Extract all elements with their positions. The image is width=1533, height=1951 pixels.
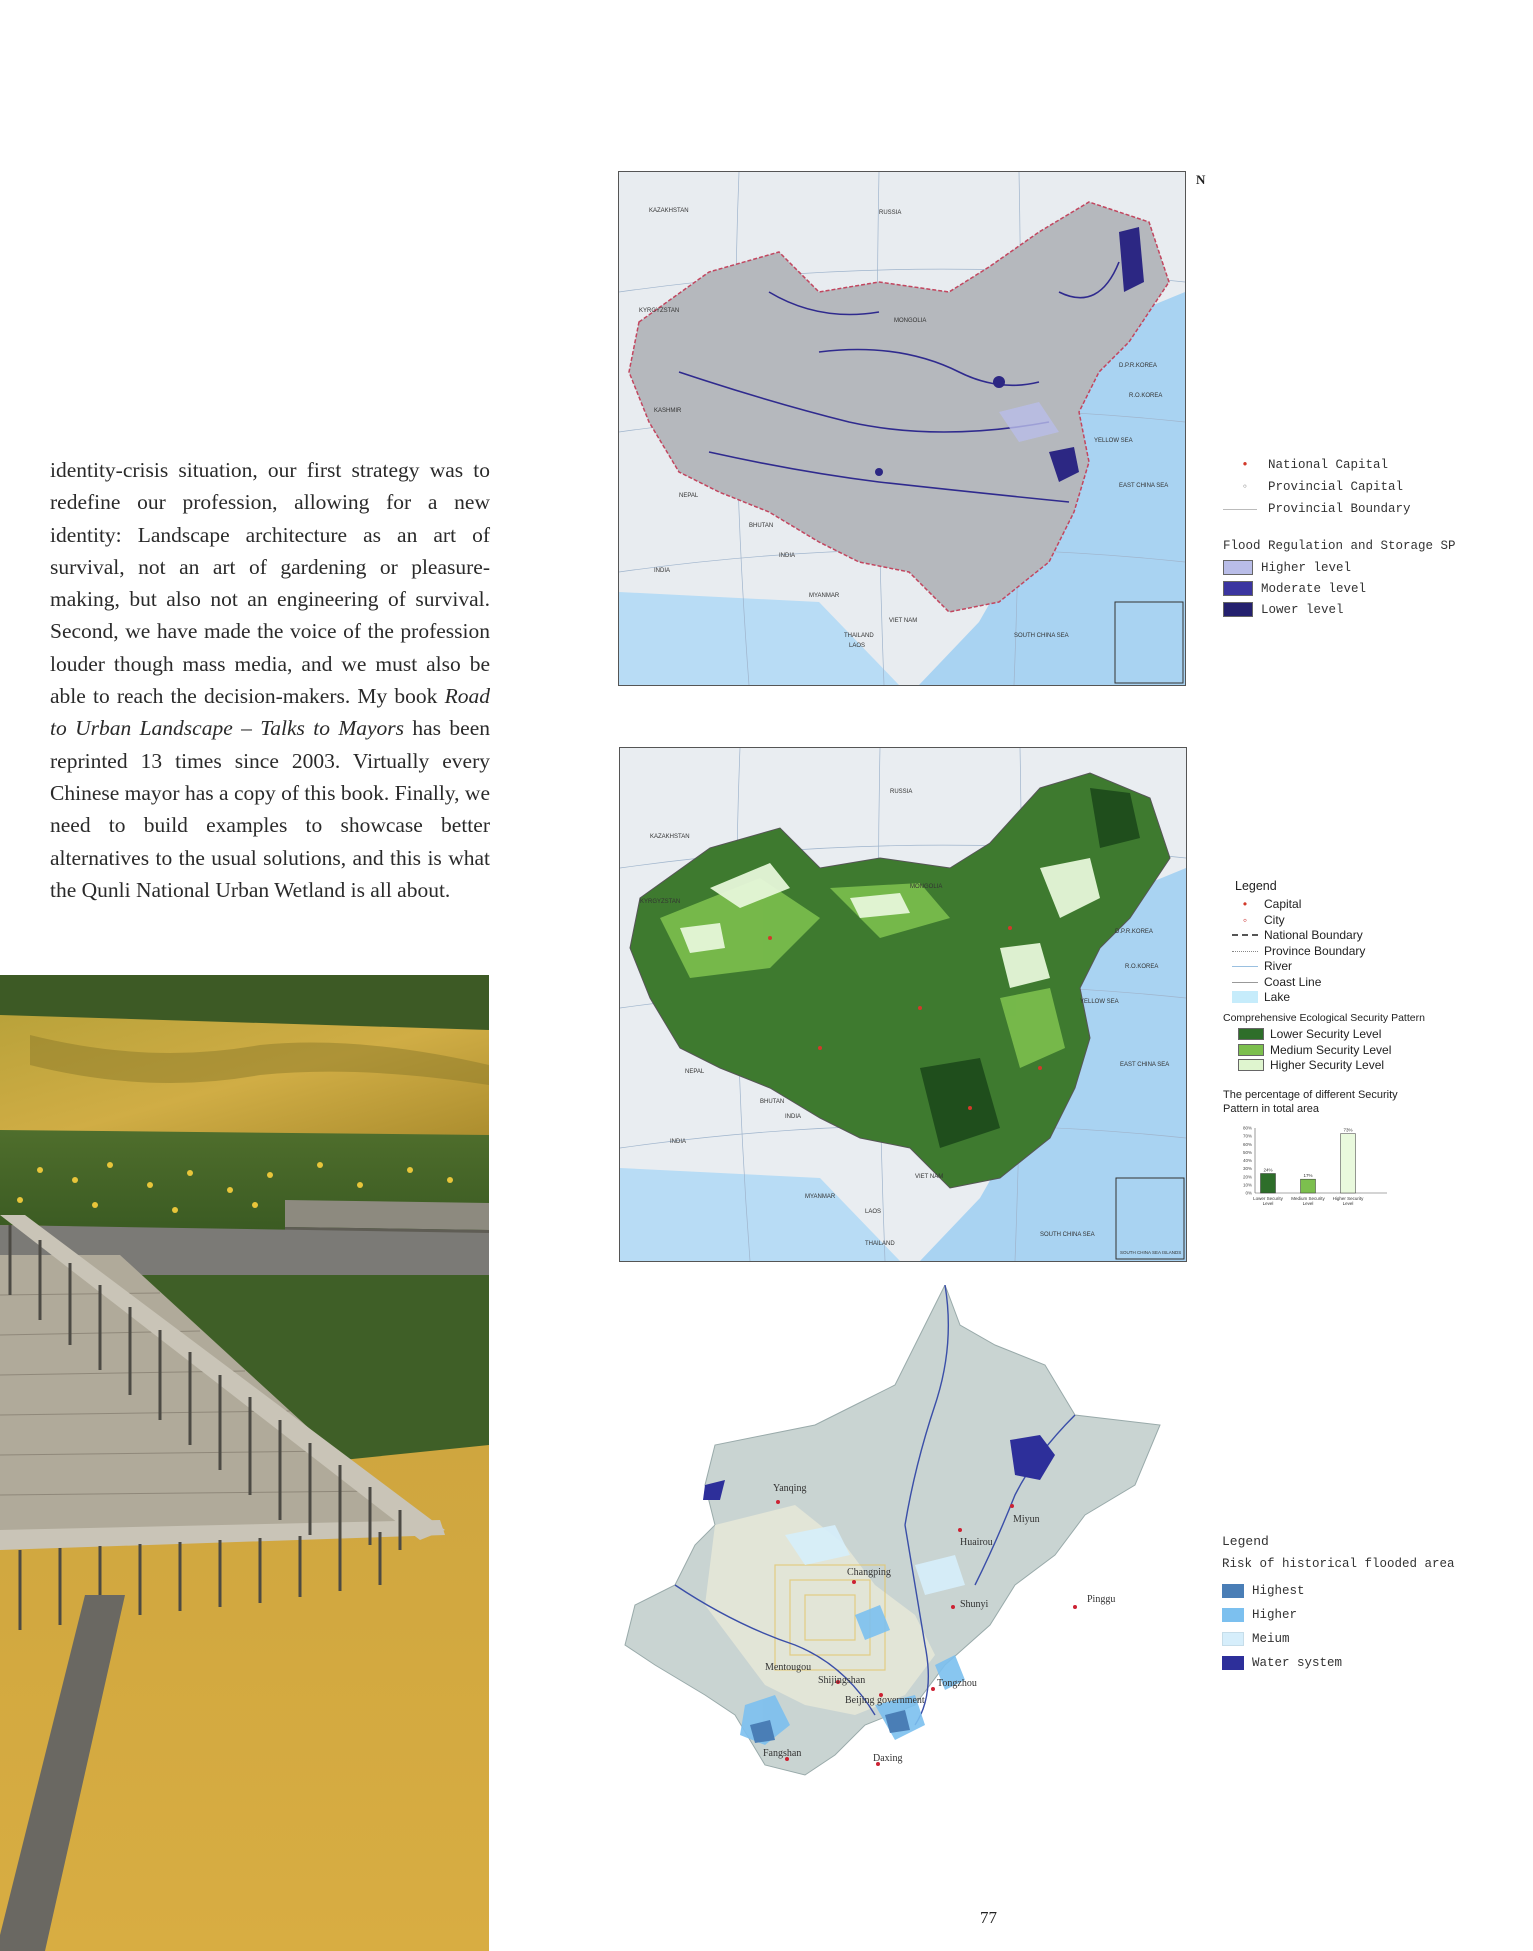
- swatch-water-system: [1222, 1656, 1244, 1670]
- y-tick-label: 0%: [1245, 1190, 1252, 1196]
- svg-text:KAZAKHSTAN: KAZAKHSTAN: [650, 834, 690, 840]
- svg-text:YELLOW SEA: YELLOW SEA: [1080, 999, 1119, 1005]
- bar-value-label: 73%: [1343, 1127, 1353, 1133]
- ecology-legend-title: Legend: [1235, 879, 1277, 893]
- place-label: Changping: [847, 1567, 891, 1578]
- svg-text:NEPAL: NEPAL: [685, 1069, 705, 1075]
- category-label: Level: [1262, 1201, 1274, 1206]
- place-label: Yanqing: [773, 1483, 807, 1494]
- svg-text:INDIA: INDIA: [670, 1139, 687, 1145]
- river-line-icon: [1232, 966, 1258, 967]
- svg-text:RUSSIA: RUSSIA: [879, 210, 902, 216]
- svg-text:RUSSIA: RUSSIA: [890, 789, 913, 795]
- security-chart-title: The percentage of different Security Pattern in total area: [1223, 1089, 1398, 1115]
- svg-text:VIET NAM: VIET NAM: [915, 1174, 944, 1180]
- svg-text:LAOS: LAOS: [865, 1209, 882, 1215]
- place-label: Tongzhou: [937, 1678, 977, 1689]
- place-label: Miyun: [1013, 1514, 1040, 1525]
- svg-text:EAST CHINA SEA: EAST CHINA SEA: [1120, 1062, 1170, 1068]
- ecology-pattern-title: Comprehensive Ecological Security Pattern: [1223, 1012, 1425, 1024]
- swatch-moderate: [1223, 581, 1253, 596]
- legend-national-boundary: National Boundary: [1232, 928, 1363, 942]
- legend-higher: Higher: [1222, 1608, 1297, 1622]
- legend-higher-level: Higher level: [1223, 560, 1351, 575]
- wetland-boardwalk-image: [0, 975, 489, 1951]
- svg-text:YELLOW SEA: YELLOW SEA: [1094, 438, 1133, 444]
- y-tick-label: 60%: [1242, 1141, 1252, 1147]
- boundary-line-icon: [1223, 509, 1257, 510]
- capital-dot-icon: •: [1242, 897, 1248, 911]
- svg-text:D.P.R.KOREA: D.P.R.KOREA: [1115, 929, 1153, 935]
- place-label: Shunyi: [960, 1599, 989, 1610]
- svg-text:MONGOLIA: MONGOLIA: [910, 884, 943, 890]
- coast-line-icon: [1232, 982, 1258, 983]
- svg-text:R.O.KOREA: R.O.KOREA: [1125, 964, 1159, 970]
- category-label: Lower Security: [1253, 1196, 1283, 1201]
- legend-lake: Lake: [1232, 990, 1290, 1004]
- y-tick-label: 30%: [1242, 1166, 1252, 1172]
- svg-text:SOUTH CHINA SEA: SOUTH CHINA SEA: [1040, 1232, 1095, 1238]
- swatch-highest: [1222, 1584, 1244, 1598]
- svg-text:MYANMAR: MYANMAR: [805, 1194, 836, 1200]
- legend-highest: Highest: [1222, 1584, 1305, 1598]
- place-label: Daxing: [873, 1753, 903, 1764]
- bar-value-label: 17%: [1303, 1173, 1313, 1179]
- legend-river: River: [1232, 959, 1292, 973]
- svg-text:INDIA: INDIA: [785, 1114, 802, 1120]
- bar: [1341, 1134, 1356, 1193]
- svg-text:INDIA: INDIA: [654, 568, 671, 574]
- north-arrow-label: N: [1196, 172, 1206, 187]
- bar-value-label: 24%: [1263, 1167, 1273, 1173]
- wetland-photo: [0, 975, 489, 1951]
- place-label: Shijingshan: [818, 1675, 866, 1686]
- legend-lower-level: Lower level: [1223, 602, 1344, 617]
- place-label: Beijing government: [845, 1695, 925, 1706]
- swatch-higher-risk: [1222, 1608, 1244, 1622]
- lake-swatch: [1232, 991, 1258, 1003]
- legend-medium-security: Medium Security Level: [1238, 1043, 1391, 1057]
- swatch-higher-security: [1238, 1059, 1264, 1071]
- y-tick-label: 80%: [1242, 1125, 1252, 1131]
- flood-legend-title: Flood Regulation and Storage SP: [1223, 539, 1456, 553]
- swatch-lower-security: [1238, 1028, 1264, 1040]
- place-label: Huairou: [960, 1537, 993, 1548]
- svg-text:KYRGYZSTAN: KYRGYZSTAN: [640, 899, 681, 905]
- flood-regulation-map: [618, 171, 1186, 686]
- svg-text:NEPAL: NEPAL: [679, 493, 699, 499]
- legend-national-capital: • National Capital: [1230, 458, 1388, 472]
- china-flood-map-graphic: [619, 172, 1185, 685]
- beijing-map-graphic: [615, 1285, 1190, 1855]
- swatch-lower: [1223, 602, 1253, 617]
- china-ecology-map-graphic: [620, 748, 1186, 1261]
- svg-text:KASHMIR: KASHMIR: [654, 408, 682, 414]
- svg-text:BHUTAN: BHUTAN: [749, 523, 774, 529]
- security-percentage-chart: [1225, 1120, 1425, 1210]
- legend-moderate-level: Moderate level: [1223, 581, 1366, 596]
- legend-higher-security: Higher Security Level: [1238, 1058, 1384, 1072]
- svg-text:THAILAND: THAILAND: [865, 1241, 895, 1247]
- svg-text:INDIA: INDIA: [779, 553, 796, 559]
- swatch-medium-risk: [1222, 1632, 1244, 1646]
- book-title: Road to Urban Landscape – Talks to Mayors: [50, 684, 490, 741]
- legend-water-system: Water system: [1222, 1656, 1342, 1670]
- small-dot-icon: ◦: [1241, 480, 1249, 494]
- svg-text:SOUTH CHINA SEA: SOUTH CHINA SEA: [1014, 633, 1069, 639]
- svg-text:BHUTAN: BHUTAN: [760, 1099, 785, 1105]
- red-dot-icon: •: [1241, 458, 1249, 472]
- svg-text:LAOS: LAOS: [849, 643, 866, 649]
- y-tick-label: 50%: [1242, 1149, 1252, 1155]
- province-boundary-line-icon: [1232, 951, 1258, 952]
- place-label: Mentougou: [765, 1662, 812, 1673]
- svg-text:THAILAND: THAILAND: [844, 633, 874, 639]
- body-paragraph: [50, 454, 490, 906]
- legend-provincial-boundary: Provincial Boundary: [1223, 502, 1411, 516]
- y-tick-label: 70%: [1242, 1133, 1252, 1139]
- beijing-flood-risk-map: [615, 1285, 1190, 1855]
- svg-text:D.P.R.KOREA: D.P.R.KOREA: [1119, 363, 1157, 369]
- category-label: Medium Security: [1291, 1196, 1325, 1201]
- category-label: Level: [1302, 1201, 1314, 1206]
- svg-text:SOUTH CHINA SEA ISLANDS: SOUTH CHINA SEA ISLANDS: [1120, 1250, 1182, 1255]
- swatch-higher: [1223, 560, 1253, 575]
- ecological-security-map: [619, 747, 1187, 1262]
- svg-text:VIET NAM: VIET NAM: [889, 618, 918, 624]
- svg-text:MYANMAR: MYANMAR: [809, 593, 840, 599]
- body-text-part-1: identity-crisis situation, our first strategy was to redefine our profession, allowing for a new identity: Landscape architecture as an art of survival, not an art of gardening or pleasure-making, but also not an engineering of survival. Second, we have made the voice of the profession louder though mass media, and we must also be able to reach the decision-makers. My book: [50, 458, 490, 709]
- swatch-medium-security: [1238, 1044, 1264, 1056]
- place-label: Fangshan: [763, 1748, 802, 1759]
- page-number: 77: [980, 1908, 997, 1927]
- city-dot-icon: ◦: [1242, 913, 1248, 927]
- y-tick-label: 10%: [1242, 1182, 1252, 1188]
- svg-text:KAZAKHSTAN: KAZAKHSTAN: [649, 208, 689, 214]
- svg-text:MONGOLIA: MONGOLIA: [894, 318, 927, 324]
- beijing-legend-subtitle: Risk of historical flooded area: [1222, 1557, 1455, 1571]
- category-label: Higher Security: [1332, 1196, 1364, 1201]
- body-text-part-2: has been reprinted 13 times since 2003. Virtually every Chinese mayor has a copy of this book. Finally, we need to build examples to showcase better alternatives to the usual solutions, and this is what the Qunli National Urban Wetland is all about.: [50, 716, 490, 902]
- legend-provincial-capital: ◦ Provincial Capital: [1230, 480, 1403, 494]
- legend-province-boundary: Province Boundary: [1232, 944, 1365, 958]
- category-label: Level: [1342, 1201, 1354, 1206]
- national-boundary-line-icon: [1232, 934, 1258, 936]
- y-tick-label: 40%: [1242, 1158, 1252, 1163]
- legend-lower-security: Lower Security Level: [1238, 1027, 1381, 1041]
- svg-text:EAST CHINA SEA: EAST CHINA SEA: [1119, 483, 1169, 489]
- svg-text:KYRGYZSTAN: KYRGYZSTAN: [639, 308, 680, 314]
- y-tick-label: 20%: [1242, 1174, 1252, 1180]
- place-label: Pinggu: [1087, 1594, 1116, 1605]
- legend-coast-line: Coast Line: [1232, 975, 1321, 989]
- legend-city: ◦ City: [1232, 913, 1285, 927]
- bar: [1261, 1174, 1276, 1194]
- bar: [1301, 1179, 1316, 1193]
- svg-text:R.O.KOREA: R.O.KOREA: [1129, 393, 1163, 399]
- legend-capital: • Capital: [1232, 897, 1301, 911]
- legend-meium: Meium: [1222, 1632, 1290, 1646]
- beijing-legend-title: Legend: [1222, 1534, 1269, 1549]
